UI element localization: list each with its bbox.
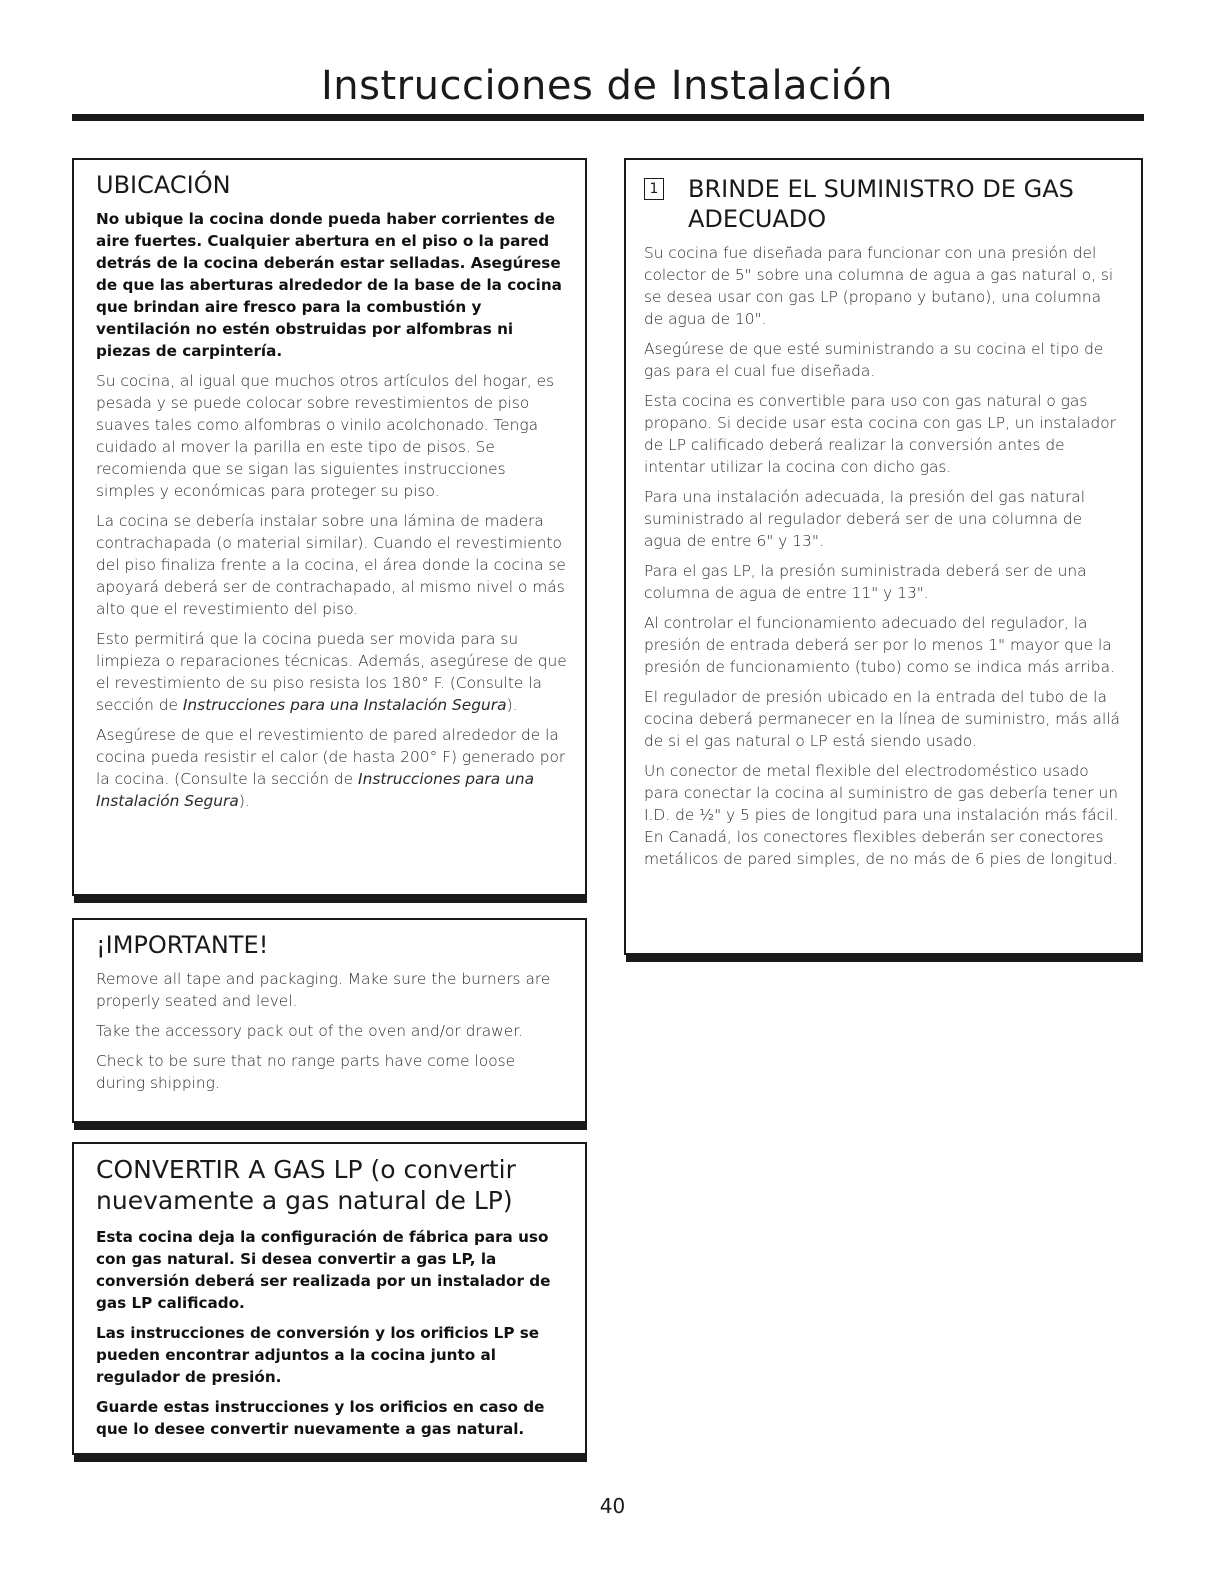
step-number-badge: 1: [644, 178, 664, 200]
page-title: Instrucciones de Instalación: [320, 63, 893, 109]
ubicacion-heading: UBICACIÓN: [96, 171, 231, 199]
brinde-heading-line-2: ADECUADO: [688, 205, 827, 233]
ubicacion-paragraph-2: La cocina se debería instalar sobre una lámina de madera contrachapada (o material similar). Cuando el revestimiento del piso finaliza frente a la cocina, el área donde la cocina se apoyará deberá ser de contrachapado, al mismo nivel o más alto que el revestimiento del piso.: [96, 512, 566, 618]
ubicacion-paragraph-4: [96, 724, 567, 812]
page-number: 40: [599, 1494, 626, 1518]
importante-paragraph-3: Check to be sure that no range parts have come loose during shipping.: [96, 1052, 516, 1092]
brinde-paragraph-4: Para una instalación adecuada, la presión del gas natural suministrado al regulador deberá ser de una columna de agua de entre 6" y 13".: [644, 488, 1086, 550]
title-rule: [72, 114, 1144, 121]
brinde-section: [624, 158, 1143, 955]
ubicacion-section: [72, 158, 587, 896]
brinde-heading: [676, 174, 1123, 234]
convertir-paragraph-3: Guarde estas instrucciones y los orificios en caso de que lo desee convertir nuevamente a gas natural.: [96, 1398, 545, 1438]
ubicacion-p4-end: ).: [238, 792, 250, 810]
brinde-heading-line-1: BRINDE EL SUMINISTRO DE GAS: [688, 175, 1074, 203]
convertir-paragraph-2: Las instrucciones de conversión y los orificios LP se pueden encontrar adjuntos a la cocina junto al regulador de presión.: [96, 1324, 540, 1386]
brinde-paragraph-6: Al controlar el funcionamiento adecuado del regulador, la presión de entrada deberá ser por lo menos 1" mayor que la presión de funcionamiento (tubo) como se indica más arriba.: [644, 614, 1115, 676]
convertir-section: [72, 1142, 587, 1455]
ubicacion-p3-end: ).: [506, 696, 518, 714]
ubicacion-paragraph-3: [96, 628, 567, 716]
importante-heading: ¡IMPORTANTE!: [96, 931, 269, 959]
convertir-heading: CONVERTIR A GAS LP (o convertir nuevamente a gas natural de LP): [96, 1155, 516, 1215]
brinde-paragraph-5: Para el gas LP, la presión suministrada deberá ser de una columna de agua de entre 11" y 13".: [644, 562, 1087, 602]
ubicacion-p3-reference: Instrucciones para una Instalación Segura: [182, 696, 507, 714]
brinde-paragraph-1: Su cocina fue diseñada para funcionar con una presión del colector de 5" sobre una columna de agua a gas natural o, si se desea usar con gas LP (propano y butano), una columna de agua de 10".: [644, 244, 1114, 328]
ubicacion-p4-text: Asegúrese de que el revestimiento de pared alrededor de la cocina pueda resistir el calor (de hasta 200° F) generado por la cocina. (Consulte la sección de: [96, 726, 566, 788]
ubicacion-paragraph-1: Su cocina, al igual que muchos otros artículos del hogar, es pesada y se puede colocar sobre revestimientos de piso suaves tales como alfombras o vinilo acolchonado. Tenga cuidado al mover la parilla en este tipo de pisos. Se recomienda que se sigan las siguientes instrucciones simples y económicas para proteger su piso.: [96, 372, 555, 500]
brinde-paragraph-3: Esta cocina es convertible para uso con gas natural o gas propano. Si decide usar esta cocina con gas LP, un instalador de LP calificado deberá realizar la conversión antes de intentar utilizar la cocina con dicho gas.: [644, 392, 1116, 476]
importante-paragraph-1: Remove all tape and packaging. Make sure the burners are properly seated and level.: [96, 970, 551, 1010]
brinde-paragraph-2: Asegúrese de que esté suministrando a su cocina el tipo de gas para el cual fue diseñada.: [644, 340, 1104, 380]
ubicacion-p4-reference: Instrucciones para una Instalación Segura: [96, 770, 535, 810]
brinde-header: [644, 174, 1123, 234]
brinde-paragraph-8: Un conector de metal flexible del electrodoméstico usado para conectar la cocina al suministro de gas debería tener un I.D. de ½" y 5 pies de longitud para una instalación más fácil. En Canadá, los conectores flexibles deberán ser conectores metálicos de pared simples, de no más de 6 pies de longitud.: [644, 762, 1119, 868]
ubicacion-p3-text: Esto permitirá que la cocina pueda ser movida para su limpieza o reparaciones técnicas. Además, asegúrese de que el revestimiento de su piso resista los 180° F. (Consulte la sección de: [96, 630, 567, 714]
brinde-paragraph-7: El regulador de presión ubicado en la entrada del tubo de la cocina deberá permanecer en la línea de suministro, más allá de si el gas natural o LP está siendo usado.: [644, 688, 1120, 750]
ubicacion-warning-paragraph: No ubique la cocina donde pueda haber corrientes de aire fuertes. Cualquier abertura en el piso o la pared detrás de la cocina deberán estar selladas. Asegúrese de que las aberturas alrededor de la base de la cocina que brindan aire fresco para la combustión y ventilación no estén obstruidas por alfombras ni piezas de carpintería.: [96, 210, 562, 360]
importante-paragraph-2: Take the accessory pack out of the oven and/or drawer.: [96, 1022, 524, 1040]
importante-section: [72, 918, 587, 1123]
convertir-paragraph-1: Esta cocina deja la configuración de fábrica para uso con gas natural. Si desea convertir a gas LP, la conversión deberá ser realizada por un instalador de gas LP calificado.: [96, 1228, 551, 1312]
